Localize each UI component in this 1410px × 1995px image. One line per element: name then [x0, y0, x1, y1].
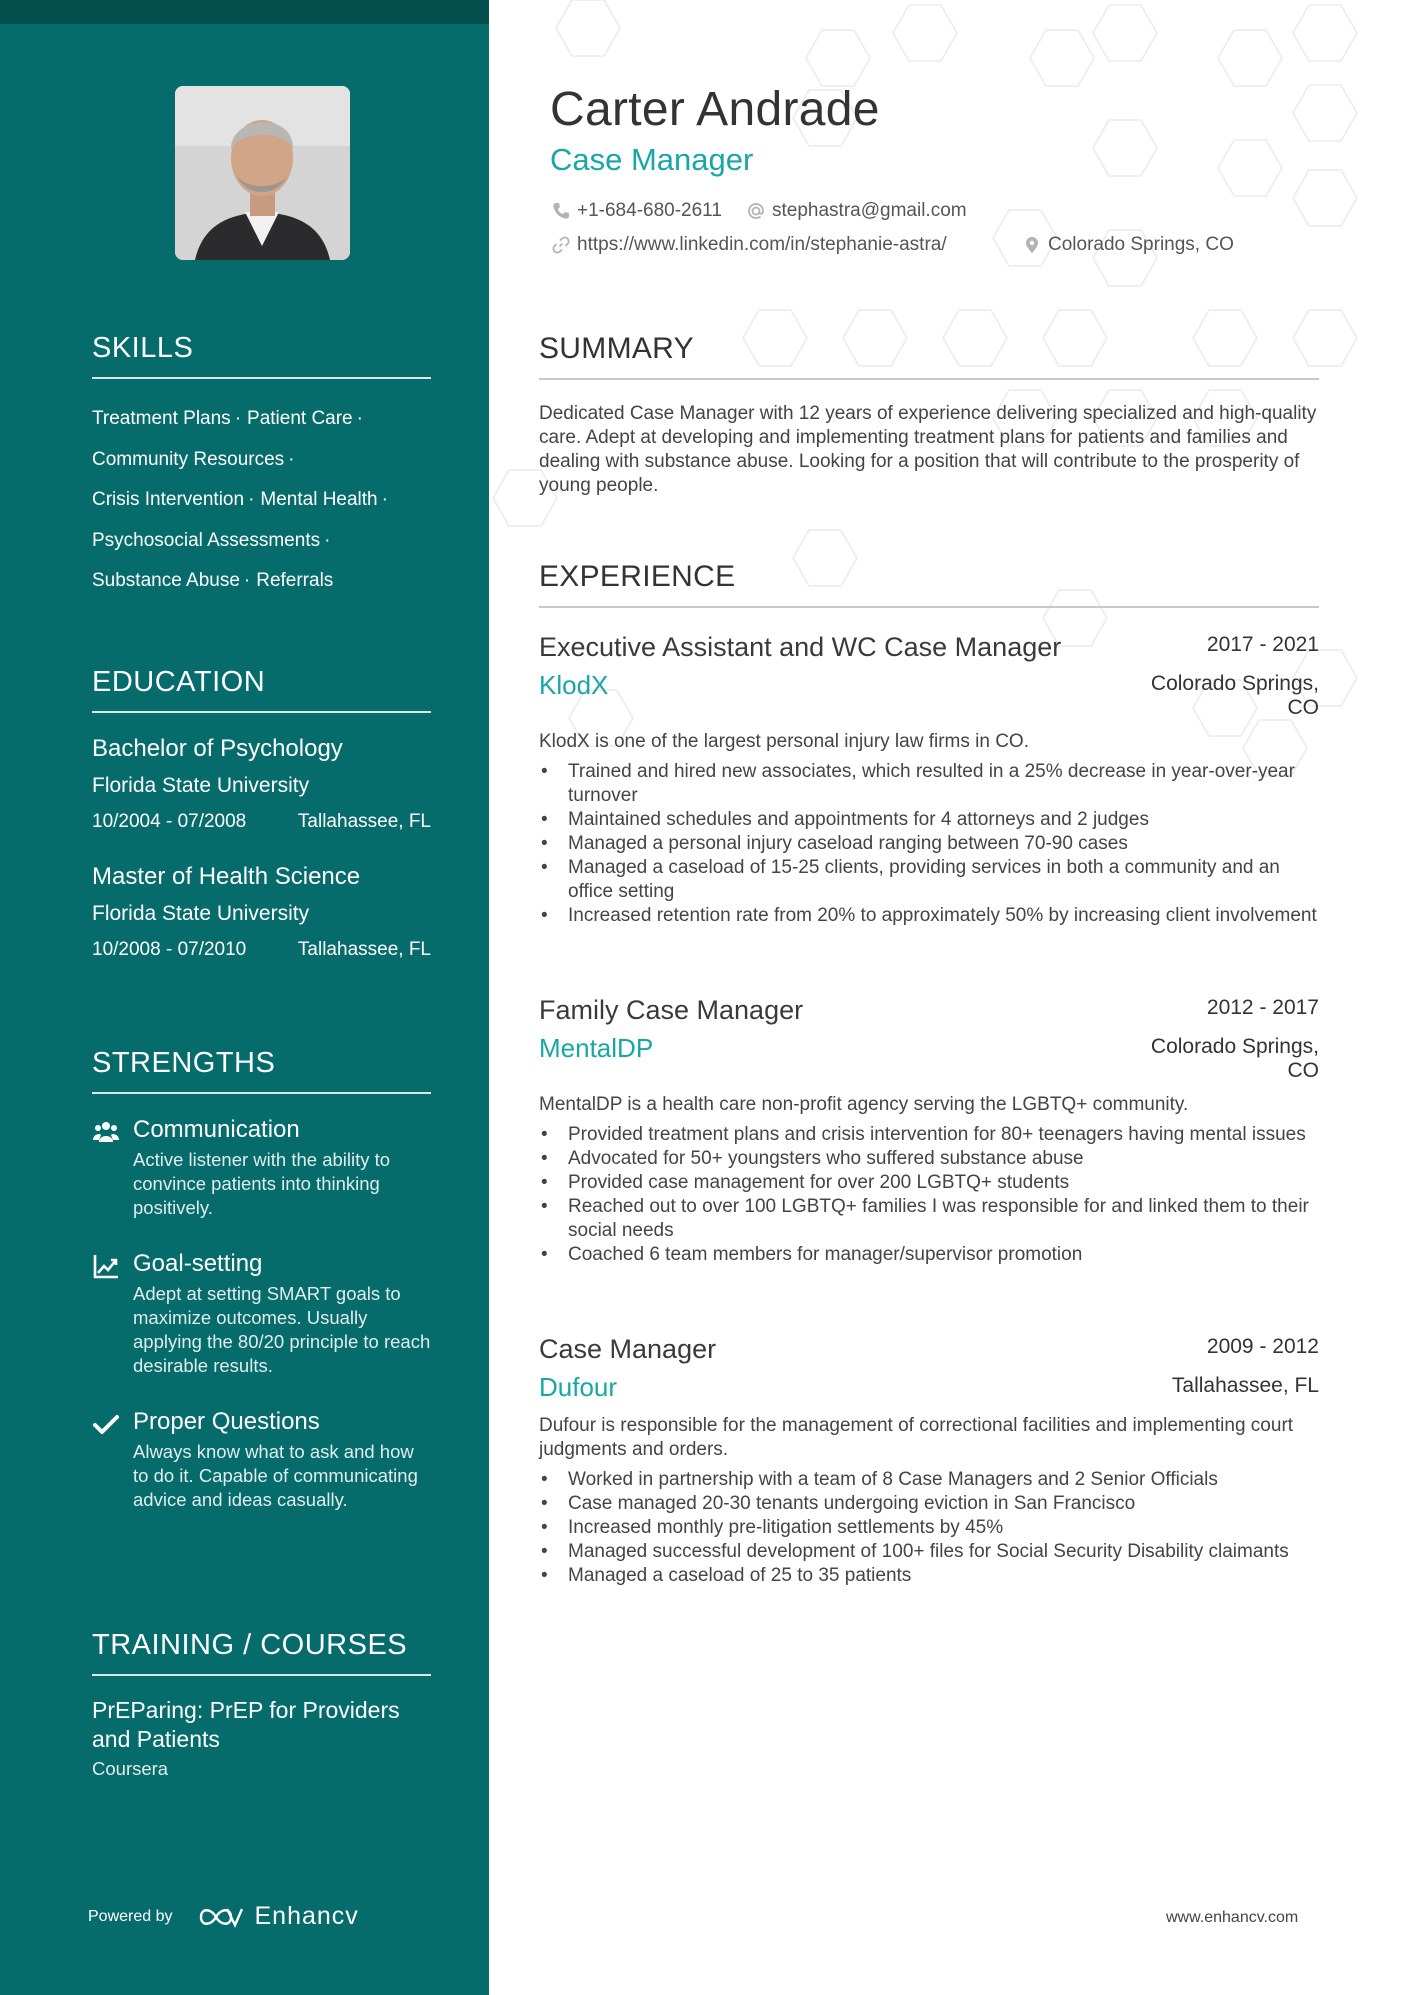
job-bullet: • Provided case management for over 200 LGBTQ+ students — [539, 1171, 1319, 1195]
education-degree: Master of Health Science — [92, 863, 361, 890]
enhancv-logo-icon — [197, 1904, 245, 1930]
job-bullet: • Reached out to over 100 LGBTQ+ families I was responsible for and linked them to their social needs — [539, 1195, 1319, 1243]
strength-title: Proper Questions — [133, 1408, 320, 1435]
job-dates: 2012 - 2017 — [1206, 996, 1319, 1019]
skill-tag: Patient Care — [247, 408, 353, 429]
skill-tag: Mental Health — [260, 489, 378, 510]
education-item — [92, 733, 431, 835]
job-company[interactable]: KlodX — [539, 670, 609, 700]
skills-heading: SKILLS — [92, 332, 431, 379]
skill-tag: Substance Abuse — [92, 570, 240, 591]
job-dates: 2009 - 2012 — [1206, 1335, 1319, 1358]
job-bullets — [539, 1468, 1319, 1588]
skill-separator: · — [243, 570, 251, 591]
strengths-heading: STRENGTHS — [92, 1047, 431, 1094]
contact-email[interactable] — [746, 200, 967, 222]
job-title: Family Case Manager — [539, 995, 804, 1025]
job-bullet: • Managed a caseload of 25 to 35 patients — [539, 1564, 1319, 1588]
job-bullets — [539, 1123, 1319, 1267]
job-bullet: • Managed a personal injury caseload ranging between 70-90 cases — [539, 832, 1319, 856]
profile-photo-image — [175, 86, 350, 260]
job-description: KlodX is one of the largest personal injury law firms in CO. — [539, 731, 1029, 752]
education-degree: Bachelor of Psychology — [92, 735, 343, 762]
education-meta — [92, 809, 431, 835]
course-title: PrEParing: PrEP for Providers and Patients — [92, 1697, 400, 1752]
strength-description: Active listener with the ability to convince patients into thinking positively. — [133, 1149, 391, 1218]
training-section — [92, 1629, 431, 1780]
location-pin-icon — [1022, 235, 1042, 255]
candidate-name: Carter Andrade — [550, 83, 880, 136]
contact-linkedin[interactable] — [551, 234, 947, 256]
job-header — [539, 1332, 1319, 1366]
strength-title: Goal-setting — [133, 1250, 263, 1277]
skill-separator: · — [381, 489, 388, 510]
phone-number: +1-684-680-2611 — [577, 200, 722, 221]
profile-photo — [175, 86, 350, 260]
summary-section — [539, 332, 1319, 498]
job-dates: 2017 - 2021 — [1206, 633, 1319, 656]
job-bullets — [539, 760, 1319, 928]
job-bullet: • Coached 6 team members for manager/supervisor promotion — [539, 1243, 1319, 1267]
strength-description: Always know what to ask and how to do it. Capable of communicating advice and ideas casually. — [133, 1441, 418, 1510]
education-location: Tallahassee, FL — [297, 811, 431, 832]
job-company[interactable]: Dufour — [539, 1372, 618, 1402]
job-bullet: • Maintained schedules and appointments for 4 attorneys and 2 judges — [539, 808, 1319, 832]
job-entry — [539, 630, 1319, 928]
job-subheader — [539, 664, 1319, 720]
experience-section — [539, 560, 1319, 608]
skill-separator: · — [324, 529, 331, 551]
education-location: Tallahassee, FL — [297, 939, 431, 960]
job-header — [539, 630, 1319, 664]
linkedin-url: https://www.linkedin.com/in/stephanie-astra/ — [577, 234, 947, 255]
skill-separator: · — [234, 408, 242, 429]
phone-icon — [551, 201, 571, 221]
job-location: Colorado Springs, CO — [1150, 672, 1319, 719]
education-item — [92, 861, 431, 963]
chart-line-icon — [92, 1252, 120, 1280]
powered-by-label: Powered by — [88, 1907, 173, 1925]
job-entry — [539, 1332, 1319, 1588]
skills-list — [92, 399, 431, 602]
footer-url[interactable]: www.enhancv.com — [1166, 1909, 1299, 1926]
checkmark-icon — [92, 1410, 120, 1438]
sidebar — [0, 0, 489, 1995]
job-bullet: • Case managed 20-30 tenants undergoing eviction in San Francisco — [539, 1492, 1319, 1516]
education-school: Florida State University — [92, 774, 310, 797]
sidebar-top-bar — [0, 0, 489, 24]
job-bullet: • Increased monthly pre-litigation settlements by 45% — [539, 1516, 1319, 1540]
job-subheader — [539, 1366, 1319, 1404]
skill-tag: Psychosocial Assessments — [92, 529, 321, 551]
job-title: Case Manager — [539, 1334, 717, 1364]
job-company[interactable]: MentalDP — [539, 1033, 654, 1063]
summary-heading: SUMMARY — [539, 332, 1319, 380]
education-dates: 10/2008 - 07/2010 — [92, 939, 247, 960]
candidate-role: Case Manager — [550, 142, 754, 177]
people-icon — [92, 1118, 120, 1146]
skill-tag: Crisis Intervention — [92, 489, 245, 510]
skill-tag: Referrals — [256, 570, 334, 591]
job-subheader — [539, 1027, 1319, 1083]
experience-heading: EXPERIENCE — [539, 560, 1319, 608]
education-school: Florida State University — [92, 902, 310, 925]
course-provider: Coursera — [92, 1758, 169, 1779]
link-icon — [551, 235, 571, 255]
strengths-section — [92, 1047, 431, 1512]
strength-title: Communication — [133, 1116, 300, 1143]
training-heading: TRAINING / COURSES — [92, 1629, 431, 1676]
strength-description: Adept at setting SMART goals to maximize outcomes. Usually applying the 80/20 principle to reach desirable results. — [133, 1283, 431, 1376]
job-bullet: • Provided treatment plans and crisis intervention for 80+ teenagers having mental issues — [539, 1123, 1319, 1147]
strength-item — [92, 1248, 431, 1378]
job-bullet: • Managed successful development of 100+ files for Social Security Disability claimants — [539, 1540, 1319, 1564]
brand-name[interactable]: Enhancv — [254, 1902, 359, 1930]
strength-item — [92, 1114, 431, 1220]
job-header — [539, 993, 1319, 1027]
skills-section — [92, 332, 431, 602]
job-bullet: • Managed a caseload of 15-25 clients, providing services in both a community and an office setting — [539, 856, 1319, 904]
education-heading: EDUCATION — [92, 666, 431, 713]
skill-tag: Community Resources — [92, 448, 285, 470]
job-bullet: • Advocated for 50+ youngsters who suffered substance abuse — [539, 1147, 1319, 1171]
contact-location — [1022, 234, 1234, 256]
skill-separator: · — [356, 408, 363, 429]
skill-separator: · — [288, 448, 295, 470]
powered-by — [88, 1902, 359, 1931]
at-icon — [746, 201, 766, 221]
job-description: MentalDP is a health care non-profit agency serving the LGBTQ+ community. — [539, 1094, 1189, 1115]
email-address: stephastra@gmail.com — [772, 200, 967, 221]
skill-separator: · — [248, 489, 255, 510]
job-title: Executive Assistant and WC Case Manager — [539, 632, 1062, 662]
skill-tag: Treatment Plans — [92, 408, 231, 429]
education-section — [92, 666, 431, 963]
education-dates: 10/2004 - 07/2008 — [92, 811, 247, 832]
job-bullet: • Increased retention rate from 20% to approximately 50% by increasing client involvement — [539, 904, 1319, 928]
job-bullet: • Trained and hired new associates, which resulted in a 25% decrease in year-over-year turnover — [539, 760, 1319, 808]
job-bullet: • Worked in partnership with a team of 8 Case Managers and 2 Senior Officials — [539, 1468, 1319, 1492]
job-location: Colorado Springs, CO — [1150, 1035, 1319, 1082]
job-location: Tallahassee, FL — [1171, 1374, 1319, 1397]
education-meta — [92, 937, 431, 963]
strength-item — [92, 1406, 431, 1512]
job-entry — [539, 993, 1319, 1267]
location-text: Colorado Springs, CO — [1048, 234, 1234, 255]
summary-text: Dedicated Case Manager with 12 years of experience delivering specialized and high-quality care. Adept at developing and implementing treatment plans for patients and families and dealing with substance abuse. Looking for a position that will contribute to the prosperity of young people. — [539, 403, 1317, 496]
job-description: Dufour is responsible for the management of correctional facilities and implementing court judgments and orders. — [539, 1415, 1294, 1460]
contact-phone[interactable] — [551, 200, 722, 222]
